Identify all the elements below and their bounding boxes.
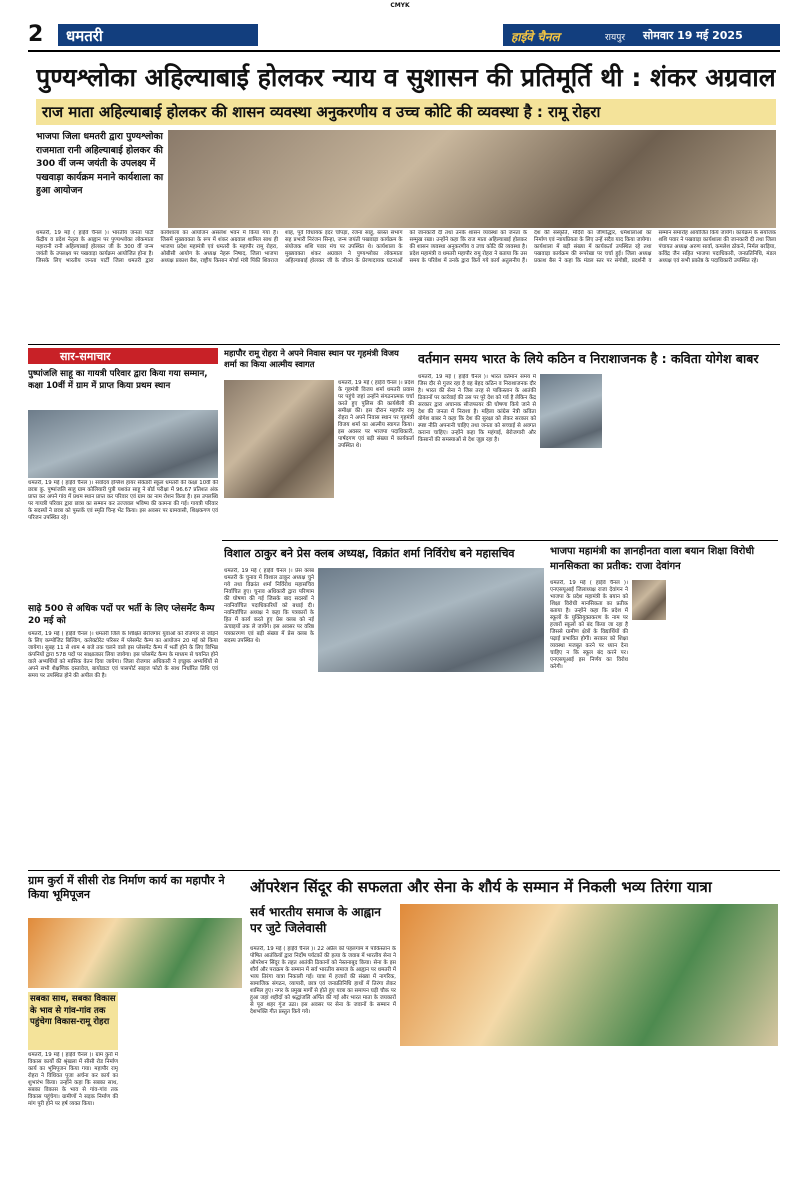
sindoor-sub: सर्व भारतीय समाज के आह्वान पर जुटे जिलेवासी [250,905,381,935]
divider [28,344,780,345]
devangan-body-cont [670,580,778,856]
sindoor-body-cont [250,1050,778,1192]
saar-item-2-title: साढ़े 500 से अधिक पदों पर भर्ती के लिए प्लेसमेंट कैम्प 20 मई को [28,604,215,626]
lead-subhead: राज माता अहिल्याबाई होलकर की शासन व्यवस्था अनुकरणीय व उच्च कोटि की व्यवस्था है : रामू रोहरा [42,103,601,121]
section-banner [58,24,258,46]
paper-name: हाईवे चैनल [511,30,560,44]
press-body: धमतरी, 19 मई ( हाईवे चैनल )। प्रेस क्लब धमतरी के चुनाव में विशाल ठाकुर अध्यक्ष चुने गये तथा विक्रांत शर्मा निर्विरोध महासचिव निर्वाचित हुए। चुनाव अधिकारी द्वारा परिणाम की घोषणा की गई जिसके बाद सदस्यों ने नवनिर्वाचित पदाधिकारियों को बधाई दी। नवनिर्वाचित अध्यक्ष ने कहा कि पत्रकारों के हित में कार्य करते हुए प्रेस क्लब को नई ऊंचाइयों तक ले जायेंगे। इस अवसर पर वरिष्ठ पत्रकारगण एवं बड़ी संख्या में प्रेस क्लब के सदस्य उपस्थित थे। [224,568,314,644]
lead-subhead-box [36,99,776,125]
saar-item-1-body: धमतरी, 19 मई ( हाईवे चैनल )। सर्वोदय इंग्लिश हायर सेकेंडरी स्कूल धमतरी की कक्षा 10वीं की छात्रा कु. पुष्पांजलि साहू ग्राम कोलियारी पुत्री यशवंत साहू ने बोर्ड परीक्षा में 96.67 प्रतिशत अंक प्राप्त कर अपने गांव में प्रथम स्थान प्राप्त कर परिवार एवं ग्राम का नाम रोशन किया है। इस उपलब्धि पर गायत्री परिवार द्वारा छात्रा का सम्मान कर उज्जवल भविष्य की कामना की गई। गायत्री परिवार के सदस्यों ने छात्रा को पुस्तकें एवं स्मृति चिन्ह भेंट किया। इस अवसर पर ग्रामवासी, शिक्षकगण एवं परिजन उपस्थित रहे। [28,480,218,521]
saar-item-2-body: धमतरी, 19 मई ( हाईवे चैनल )। धमतरी जिले के शिक्षित बेरोजगार युवाओं को रोजगार से जोड़ने के लिए कम्पोजिट बिल्डिंग, कलेक्टोरेट परिसर में प्लेसमेंट कैम्प का आयोजन 20 मई को किया जायेगा। सुबह 11 से शाम 4 बजे तक चलने वाले इस प्लेसमेंट कैम्प में भर्ती होने के लिए विभिन्न कंपनियों द्वारा 578 पदों पर साक्षात्कार लिया जायेगा। इस प्लेसमेंट कैम्प के माध्यम से चयनित होने वाले अभ्यर्थियों को मासिक वेतन दिया जायेगा। जिला रोजगार अधिकारी ने इच्छुक अभ्यर्थियों से अपने सभी शैक्षणिक दस्तावेज, बायोडाटा एवं पासपोर्ट साइज फोटो के साथ निर्धारित तिथि एवं समय पर उपस्थित होने की अपील की है। [28,631,218,679]
road-body-cont [122,992,242,1192]
press-photo [318,568,544,672]
saar-item-1-photo [28,410,218,478]
press-body-cont [318,676,544,856]
lead-intro: भाजपा जिला धमतरी द्वारा पुण्यश्लोका राजमाता रानी अहिल्याबाई होलकर की 300 वीं जन्म जयंती के उपलक्ष्य में पखवाड़ा कार्यक्रम मनाने कार्यशाला का हुआ आयोजन [36,131,164,196]
page-number: 2 [28,22,44,47]
sindoor-photo [400,904,778,1046]
visit-title: महापौर रामू रोहरा ने अपने निवास स्थान पर गृहमंत्री विजय शर्मा का किया आत्मीय स्वागत [224,348,399,369]
road-title: ग्राम कुर्रा में सीसी रोड निर्माण कार्य का महापौर ने किया भूमिपूजन [28,874,225,901]
saar-banner [28,348,218,364]
cmyk-mark: CMYK [390,2,410,9]
divider [222,540,778,541]
visit-body: धमतरी, 19 मई ( हाईवे चैनल )। प्रदेश के गृहमंत्री विजय शर्मा धमतरी प्रवास पर पहुंचे जहां उन्होंने संगठनात्मक चर्चा करते हुए पुलिस की कार्यशैली की समीक्षा की। इस दौरान महापौर रामू रोहरा ने अपने निवास स्थान पर गृहमंत्री विजय शर्मा का आत्मीय स्वागत किया। इस अवसर पर भाजपा पदाधिकारी, पार्षदगण एवं बड़ी संख्या में कार्यकर्ता उपस्थित थे। [338,380,414,449]
devangan-body: धमतरी, 19 मई ( हाईवे चैनल )। एनएसयूआई जिलाध्यक्ष राजा देवांगन ने भाजपा के प्रदेश महामंत्री के बयान को शिक्षा विरोधी मानसिकता का प्रतीक बताया है। उन्होंने कहा कि प्रदेश में स्कूलों के युक्तियुक्तकरण के नाम पर हजारों स्कूलों को बंद किया जा रहा है जिससे ग्रामीण क्षेत्रों के विद्यार्थियों की पढ़ाई प्रभावित होगी। सरकार को शिक्षा व्यवस्था मजबूत करने पर ध्यान देना चाहिए न कि स्कूल बंद करने पर। एनएसयूआई इस निर्णय का विरोध करेगी। [550,580,628,670]
kavita-title: वर्तमान समय भारत के लिये कठिन व निराशाजनक है : कविता योगेश बाबर [418,351,759,366]
lead-body: धमतरी, 19 मई ( हाईवे चैनल )। भारतीय जनता पार्टी केंद्रीय व प्रदेश नेतृत्व के आह्वान पर पुण्यश्लोका लोकमाता महारानी रानी अहिल्याबाई होलकर जी के 300 वीं जन्म जयंती के उपलक्ष्य पर पखवाड़ा कार्यक्रम आयोजित होना है। जिसके लिए भारतीय जनता पार्टी जिला धमतरी द्वारा कार्यशाला का आयोजन असलेश भवन में किया गया है। जिसमें मुख्यवक्ता के रूप में शंकर अग्रवाल शामिल साथ ही भाजपा प्रदेश महामंत्री एवं धमतरी के महापौर रामू रोहरा, ओबीसी आयोग के अध्यक्ष नेहरू निषाद, जिला भाजपा अध्यक्ष प्रकाश बैस, राष्ट्रीय किसान मोर्चा मंत्री पिंकी शिवराज शाह, पूर्व विधायक इंदर चोपड़ा, रंजना साहू, ब्लस्त संभाग सह प्रभारी निरंजन सिन्हा, जन्म जयंती पखवाड़ा कार्यक्रम के संयोजक शशि पवार मंच पर उपस्थित थे। कार्यशाला के मुख्यवक्ता शंकर अग्रवाल ने पुण्यश्लोका लोकमाता अहिल्याबाई होलकर जी के जीवन के प्रेरणादायक घटनाओं को जानकारी दी तथा उनके शासन व्यवस्था को जनता के सम्मुख रखा। उन्होंने कहा कि राज माता अहिल्याबाई होलकर की शासन व्यवस्था अनुकरणीय व उच्च कोटि की व्यवस्था है। प्रदेश महामंत्री व धमतरी महापौर रामू रोहरा ने बताया कि उस समय के परिवेश में उनके द्वारा किये गये कार्य अतुलनीय हैं। देश की संस्कृति, मंदिरों का जीर्णोद्धार, धर्मशालाओं का निर्माण एवं न्यायप्रियता के लिए उन्हें सदैव याद किया जायेगा। कार्यशाला में बड़ी संख्या में कार्यकर्ता उपस्थित रहे तथा पखवाड़ा कार्यक्रम की रूपरेखा पर चर्चा हुई। जिला अध्यक्ष प्रकाश बैस ने कहा कि मंडल स्तर पर संगोष्ठी, प्रदर्शनी व सम्मान समारोह आयोजित किये जायेंगे। कार्यक्रम के संयोजक शशि पवार ने पखवाड़ा कार्यशाला की जानकारी दी तथा जिला पंचायत अध्यक्ष अरुण सार्वा, कमलेश ठोकने, निर्मल बरड़िया, कविंद्र जैन सहित भाजपा पदाधिकारी, जनप्रतिनिधि, मंडल अध्यक्ष एवं सभी प्रकोष्ठ के पदाधिकारी उपस्थित रहे। [36,230,776,264]
road-body: धमतरी, 19 मई ( हाईवे चैनल )। ग्राम कुर्रा में विकास कार्यों की श्रृंखला में सीसी रोड निर्माण कार्य का भूमिपूजन किया गया। महापौर रामू रोहरा ने विधिवत पूजा अर्चना कर कार्य का शुभारंभ किया। उन्होंने कहा कि सबका साथ, सबका विकास के भाव से गांव-गांव तक विकास पहुंचेगा। ग्रामीणों ने सड़क निर्माण की मांग पूरी होने पर हर्ष व्यक्त किया। [28,1052,118,1107]
saar-label: सार-समाचार [60,350,111,363]
road-photo [28,918,242,988]
sindoor-title: ऑपरेशन सिंदूर की सफलता और सेना के शौर्य के सम्मान में निकली भव्य तिरंगा यात्रा [250,878,712,896]
visit-photo [224,380,334,498]
section-title: धमतरी [66,27,103,45]
lead-headline: पुण्यश्लोका अहिल्याबाई होलकर न्याय व सुशासन की प्रतिमूर्ति थी : शंकर अग्रवाल [36,63,776,92]
press-title: विशाल ठाकुर बने प्रेस क्लब अध्यक्ष, विक्रांत शर्मा निर्विरोध बने महासचिव [224,547,515,560]
city-name: रायपुर [605,33,626,43]
kavita-body-cont [606,374,778,538]
devangan-photo [632,580,666,620]
visit-body-more [224,500,414,536]
kavita-photo [540,374,602,448]
sindoor-body: धमतरी, 19 मई ( हाईवे चैनल )। 22 अप्रैल को पहलगाम में पाकिस्तान के पोषित आतंकियों द्वारा निर्दोष पर्यटकों की हत्या के जवाब में भारतीय सेना ने ऑपरेशन सिंदूर के तहत आतंकी ठिकानों को नेस्तनाबूद किया। सेना के इस शौर्य और पराक्रम के सम्मान में सर्व भारतीय समाज के आह्वान पर धमतरी में भव्य तिरंगा यात्रा निकाली गई। यात्रा में हजारों की संख्या में नागरिक, सामाजिक संगठन, व्यापारी, छात्र एवं जनप्रतिनिधि हाथों में तिरंगा लेकर शामिल हुए। नगर के प्रमुख मार्गों से होते हुए यात्रा का समापन घड़ी चौक पर हुआ जहां शहीदों को श्रद्धांजलि अर्पित की गई और भारत माता के जयकारों से पूरा शहर गूंज उठा। इस अवसर पर सेना के जवानों के सम्मान में देशभक्ति गीत प्रस्तुत किये गये। [250,946,396,1015]
lead-photo [168,130,776,228]
saar-item-1-title: पुष्पांजलि साहू का गायत्री परिवार द्वारा किया गया सम्मान, कक्षा 10वीं में ग्राम में प्राप्त किया प्रथम स्थान [28,369,208,391]
devangan-title: भाजपा महामंत्री का ज्ञानहीनता वाला बयान शिक्षा विरोधी मानसिकता का प्रतीक: राजा देवांगन [550,546,755,572]
kavita-body: धमतरी, 19 मई ( हाईवे चैनल )। भारत वर्तमान समय में जिस दौर से गुजर रहा है वह बेहद कठिन व निराशाजनक दौर है। भारत की सेना ने जिस तरह से पाकिस्तान के आतंकी ठिकानों पर कार्रवाई की उस पर पूरे देश को गर्व है लेकिन केंद्र सरकार द्वारा अचानक सीजफायर की घोषणा किये जाने से देश की जनता में निराशा है। महिला कांग्रेस नेत्री कविता योगेश बाबर ने कहा कि देश की सुरक्षा को लेकर सरकार को स्पष्ट नीति अपनानी चाहिए तथा जनता को सच्चाई से अवगत कराना चाहिए। उन्होंने कहा कि महंगाई, बेरोजगारी और किसानों की समस्याओं से देश जूझ रहा है। [418,374,536,443]
divider [28,870,780,871]
issue-date: सोमवार 19 मई 2025 [643,29,743,42]
masthead-right [503,24,780,46]
road-caption: सबका साथ, सबका विकास के भाव से गांव-गांव तक पहुंचेगा विकास-रामू रोहरा [28,992,118,1050]
masthead [28,18,780,52]
